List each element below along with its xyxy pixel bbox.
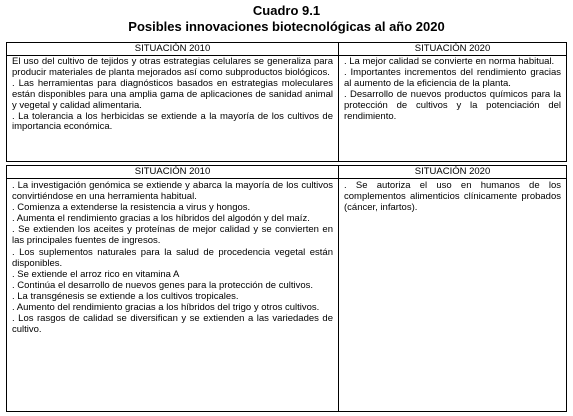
list-item: . Comienza a extenderse la resistencia a virus y hongos.	[12, 202, 251, 214]
column-2020	[339, 166, 566, 411]
column-2010	[7, 43, 339, 161]
list-item: . La mejor calidad se convierte en norma habitual.	[344, 56, 555, 67]
list-item: . Importantes incrementos del rendimiento gracias al aumento de la eficiencia de la planta.	[344, 66, 561, 89]
list-item: . Las herramientas para diagnósticos basados en estrategias moleculares están disponibles para una amplia gama de aplicaciones de sanidad animal y vegetal y calidad alimentaria.	[12, 77, 333, 111]
list-item: . Se autoriza el uso en humanos de los complementos alimenticios clínicamente probados (cáncer, infartos).	[344, 180, 561, 214]
column-header-2010: SITUACIÓN 2010	[7, 166, 338, 179]
list-item: . Los rasgos de calidad se diversifican y se extienden a las variedades de cultivo.	[12, 313, 333, 336]
innovations-table-2	[6, 165, 567, 412]
column-header-2020: SITUACIÓN 2020	[339, 43, 566, 56]
list-item: . La transgénesis se extiende a los cultivos tropicales.	[12, 290, 239, 302]
list-item: . Se extienden los aceites y proteínas de mejor calidad y se convierten en las principales fuentes de ingresos.	[12, 224, 333, 247]
list-item: . Continúa el desarrollo de nuevos genes para la protección de cultivos.	[12, 279, 314, 291]
column-body-2020	[339, 179, 566, 213]
page-title: Posibles innovaciones biotecnológicas al año 2020	[128, 19, 445, 34]
list-item: . Aumento del rendimiento gracias a los híbridos del trigo y otros cultivos.	[12, 302, 320, 314]
column-header-2020: SITUACIÓN 2020	[339, 166, 566, 179]
table-label: Cuadro 9.1	[252, 3, 321, 18]
list-item: . La investigación genómica se extiende y abarca la mayoría de los cultivos convirtiéndose en una herramienta habitual.	[12, 180, 333, 203]
list-item: . Se extiende el arroz rico en vitamina A	[12, 268, 180, 280]
list-item: El uso del cultivo de tejidos y otras estrategias celulares se generaliza para producir materiales de planta mejorados así como subproductos biológicos.	[12, 56, 333, 78]
list-item: . La tolerancia a los herbicidas se extiende a la mayoría de los cultivos de importancia económica.	[12, 110, 333, 133]
list-item: . Desarrollo de nuevos productos químicos para la protección de cultivos y la potenciación del rendimiento.	[344, 88, 561, 122]
heading	[0, 3, 573, 35]
column-body-2010	[7, 56, 338, 133]
column-2020	[339, 43, 566, 161]
list-item: . Los suplementos naturales para la salud de procedencia vegetal están disponibles.	[12, 246, 333, 269]
list-item: . Aumenta el rendimiento gracias a los híbridos del algodón y del maíz.	[12, 213, 310, 225]
column-2010	[7, 166, 339, 411]
column-header-2010: SITUACIÓN 2010	[7, 43, 338, 56]
innovations-table-1	[6, 42, 567, 162]
column-body-2020	[339, 56, 566, 122]
column-body-2010	[7, 179, 338, 335]
